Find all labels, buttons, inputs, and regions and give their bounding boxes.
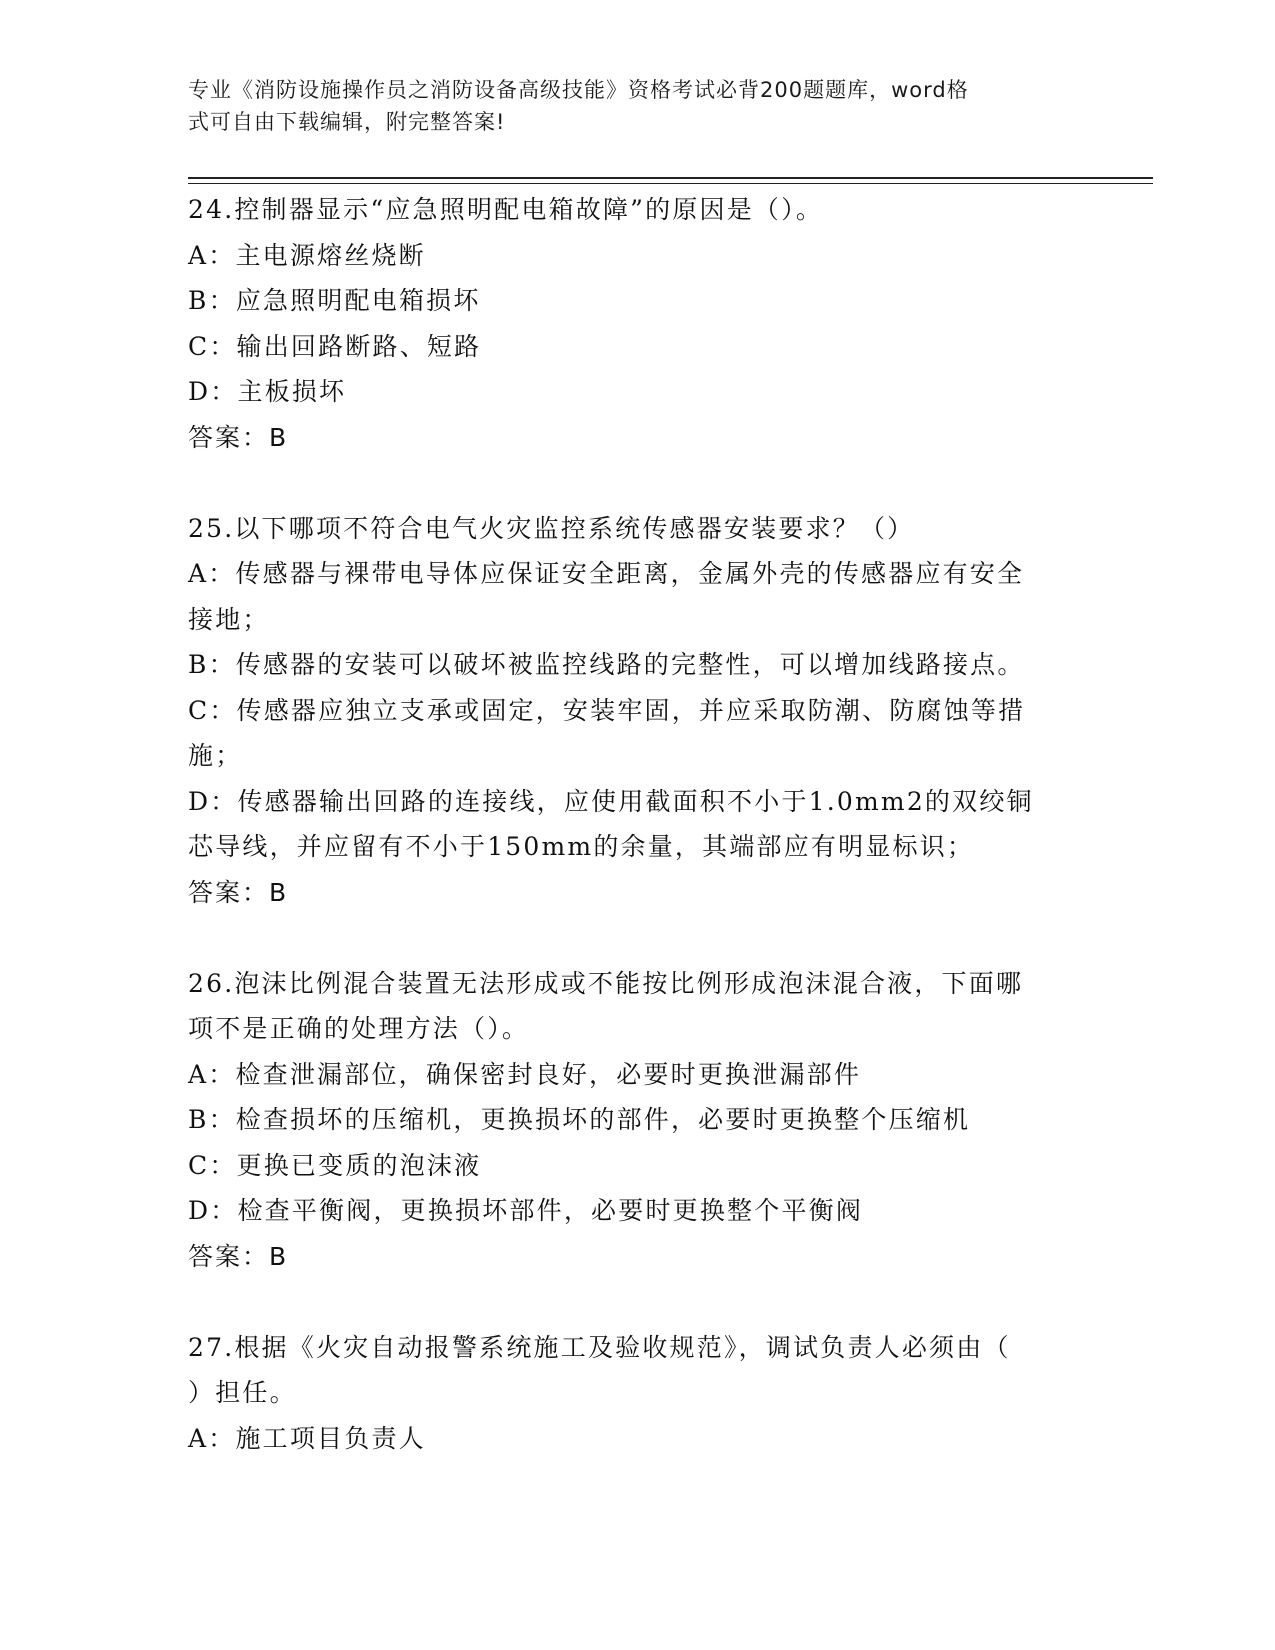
option-line: C：输出回路断路、短路 <box>188 331 482 361</box>
question-block <box>188 961 1088 1280</box>
answer-line: 答案：B <box>188 422 289 452</box>
option-line: D：检查平衡阀，更换损坏部件，必要时更换整个平衡阀 <box>188 1196 864 1225</box>
option-line: A：传感器与裸带电导体应保证安全距离，金属外壳的传感器应有安全 <box>188 559 1025 588</box>
option-line: C：更换已变质的泡沫液 <box>188 1150 482 1180</box>
option-line: C：传感器应独立支承或固定，安装牢固，并应采取防潮、防腐蚀等措 <box>188 695 1026 725</box>
question-block <box>188 506 1088 916</box>
question-spacer <box>188 1279 1088 1325</box>
header-line-1: 专业《消防设施操作员之消防设备高级技能》资格考试必背200题题库，word格 <box>188 78 969 102</box>
option-line: B：应急照明配电箱损坏 <box>188 286 481 315</box>
option-line: B：检查损坏的压缩机，更换损坏的部件，必要时更换整个压缩机 <box>188 1105 971 1134</box>
question-stem-line: 25.以下哪项不符合电气火灾监控系统传感器安装要求？（） <box>188 513 915 543</box>
question-list <box>188 187 1088 1461</box>
header-divider-thick <box>188 177 1153 179</box>
header-divider-thin <box>188 183 1153 184</box>
question-stem-line: 26.泡沫比例混合装置无法形成或不能按比例形成泡沫混合液，下面哪 <box>188 968 1024 998</box>
document-header <box>188 74 1068 138</box>
answer-line: 答案：B <box>188 877 289 907</box>
question-block <box>188 1325 1088 1462</box>
option-line: A：施工项目负责人 <box>188 1423 426 1453</box>
question-stem-line: 24.控制器显示“应急照明配电箱故障”的原因是（）。 <box>188 195 824 224</box>
option-line: 芯导线，并应留有不小于150mm的余量，其端部应有明显标识； <box>188 832 975 861</box>
option-line: 施； <box>188 741 243 770</box>
question-stem-line: 27.根据《火灾自动报警系统施工及验收规范》，调试负责人必须由（ <box>188 1332 1011 1362</box>
option-line: D：传感器输出回路的连接线，应使用截面积不小于1.0mm2的双绞铜 <box>188 786 1034 816</box>
question-spacer <box>188 915 1088 961</box>
option-line: D：主板损坏 <box>188 377 347 406</box>
option-line: A：主电源熔丝烧断 <box>188 240 426 270</box>
option-line: B：传感器的安装可以破坏被监控线路的完整性，可以增加线路接点。 <box>188 650 1025 679</box>
question-spacer <box>188 460 1088 506</box>
answer-line: 答案：B <box>188 1241 289 1271</box>
question-stem-line: 项不是正确的处理方法（）。 <box>188 1014 530 1043</box>
option-line: 接地； <box>188 604 270 634</box>
option-line: A：检查泄漏部位，确保密封良好，必要时更换泄漏部件 <box>188 1059 862 1089</box>
question-stem-line: ）担任。 <box>188 1378 297 1407</box>
header-line-2: 式可自由下载编辑，附完整答案! <box>188 110 506 134</box>
question-block <box>188 187 1088 460</box>
